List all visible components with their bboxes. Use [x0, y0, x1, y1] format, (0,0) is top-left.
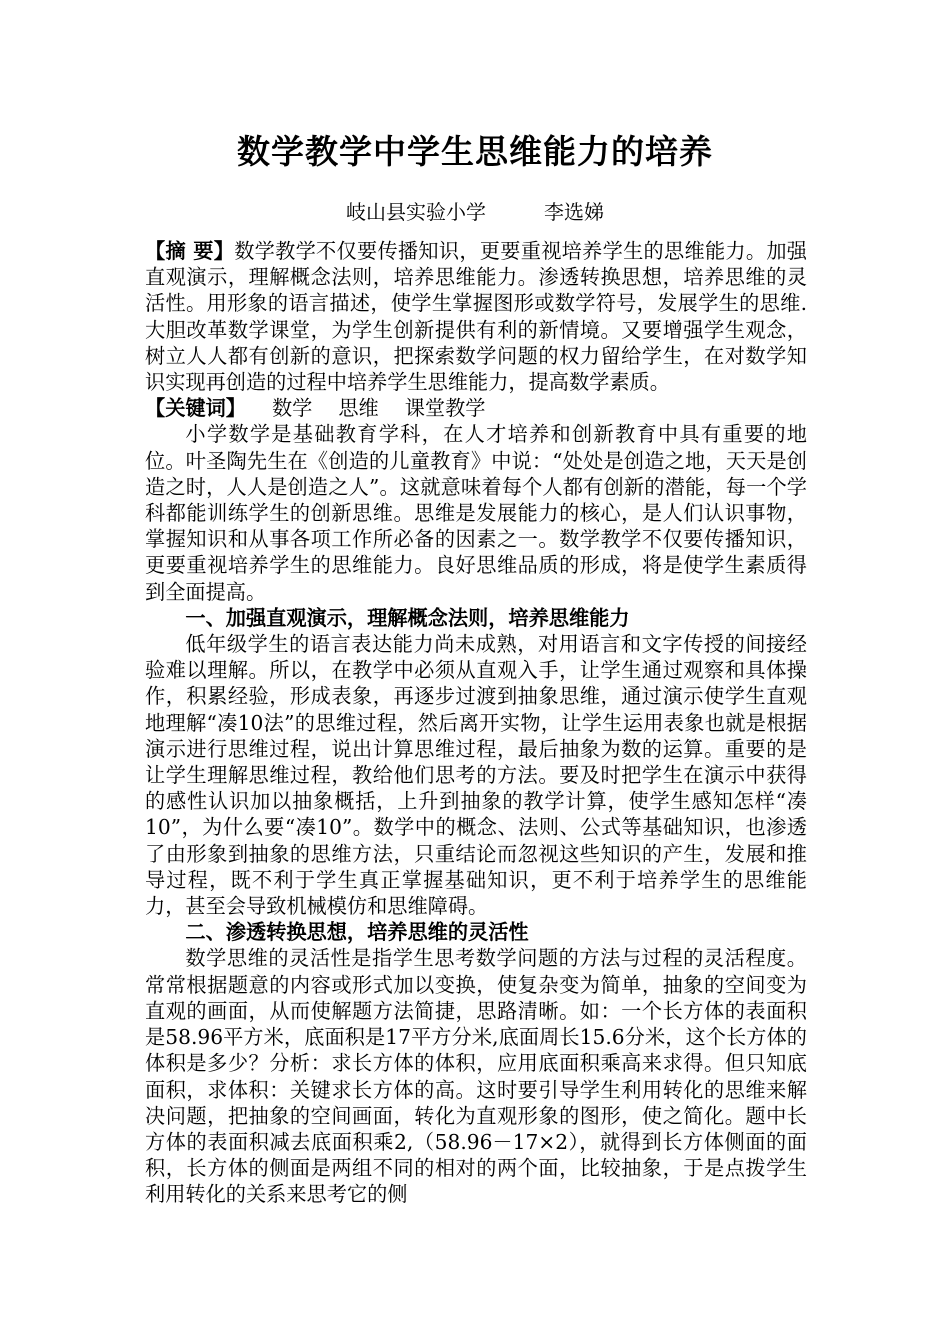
section-heading-2: 二、渗透转换思想，培养思维的灵活性	[185, 920, 529, 945]
keywords-paragraph	[145, 395, 807, 421]
keyword-item: 数学	[271, 396, 313, 421]
section-heading-1: 一、加强直观演示，理解概念法则，培养思维能力	[185, 605, 630, 630]
abstract-label: 【摘 要】	[145, 239, 235, 263]
keyword-item: 课堂教学	[404, 396, 486, 421]
abstract-text: 数学教学不仅要传播知识，更要重视培养学生的思维能力。加强直观演示，理解概念法则，培养思维能力。渗透转换思想，培养思维的灵活性。用形象的语言描述，使学生掌握图形或数学符号，发展学生的思维. 大胆改革数学课堂，为学生创新提供有利的新情境。又要增强学生观念，树立人人都有创新的意识，把探索数学问题的权力留给学生，在对数学知识实现再创造的过程中培养学生思维能力，提高数学素质。	[145, 239, 807, 395]
author-school: 岐山县实验小学	[346, 200, 486, 224]
page-title: 数学教学中学生思维能力的培养	[237, 132, 713, 171]
section-paragraph-2: 数学思维的灵活性是指学生思考数学问题的方法与过程的灵活程度。常常根据题意的内容或形式加以变换，使复杂变为简单，抽象的空间变为直观的画面，从而使解题方法简捷，思路清晰。如：一个长方体的表面积是58.96平方米，底面积是17平方分米,底面周长15.6分米，这个长方体的体积是多少？分析：求长方体的体积，应用底面积乘高来求得。但只知底面积，求体积：关键求长方体的高。这时要引导学生利用转化的思维来解决问题，把抽象的空间画面，转化为直观形象的图形，使之简化。题中长方体的表面积减去底面积乘2,（58.96－17×2），就得到长方体侧面的面积，长方体的侧面是两组不同的相对的两个面，比较抽象，于是点拨学生利用转化的关系来思考它的侧	[145, 946, 807, 1207]
author-name: 李选娣	[544, 200, 604, 224]
intro-paragraph: 小学数学是基础教育学科，在人才培养和创新教育中具有重要的地位。叶圣陶先生在《创造的儿童教育》中说：“处处是创造之地，天天是创造之时，人人是创造之人”。这就意味着每个人都有创新的潜能，每一个学科都能训练学生的创新思维。思维是发展能力的核心，是人们认识事物，掌握知识和从事各项工作所必备的因素之一。数学教学不仅要传播知识，更要重视培养学生的思维能力。良好思维品质的形成，将是使学生素质得到全面提高。	[145, 422, 807, 604]
article-body	[145, 238, 807, 1208]
keywords-label: 【关键词】	[145, 396, 246, 421]
abstract-paragraph	[145, 238, 807, 395]
keyword-item: 思维	[338, 396, 379, 421]
section-paragraph-1: 低年级学生的语言表达能力尚未成熟，对用语言和文字传授的间接经验难以理解。所以，在教学中必须从直观入手，让学生通过观察和具体操作，积累经验，形成表象，再逐步过渡到抽象思维，通过演示使学生直观地理解“凑10法”的思维过程，然后离开实物，让学生运用表象也就是根据演示进行思维过程，说出计算思维过程，最后抽象为数的运算。重要的是让学生理解思维过程，教给他们思考的方法。要及时把学生在演示中获得的感性认识加以抽象概括，上升到抽象的教学计算，使学生感知怎样“凑10”，为什么要“凑10”。数学中的概念、法则、公式等基础知识，也渗透了由形象到抽象的思维方法，只重结论而忽视这些知识的产生，发展和推导过程，既不利于学生真正掌握基础知识，更不利于培养学生的思维能力，甚至会导致机械模仿和思维障碍。	[145, 632, 807, 919]
author-line	[0, 196, 950, 225]
